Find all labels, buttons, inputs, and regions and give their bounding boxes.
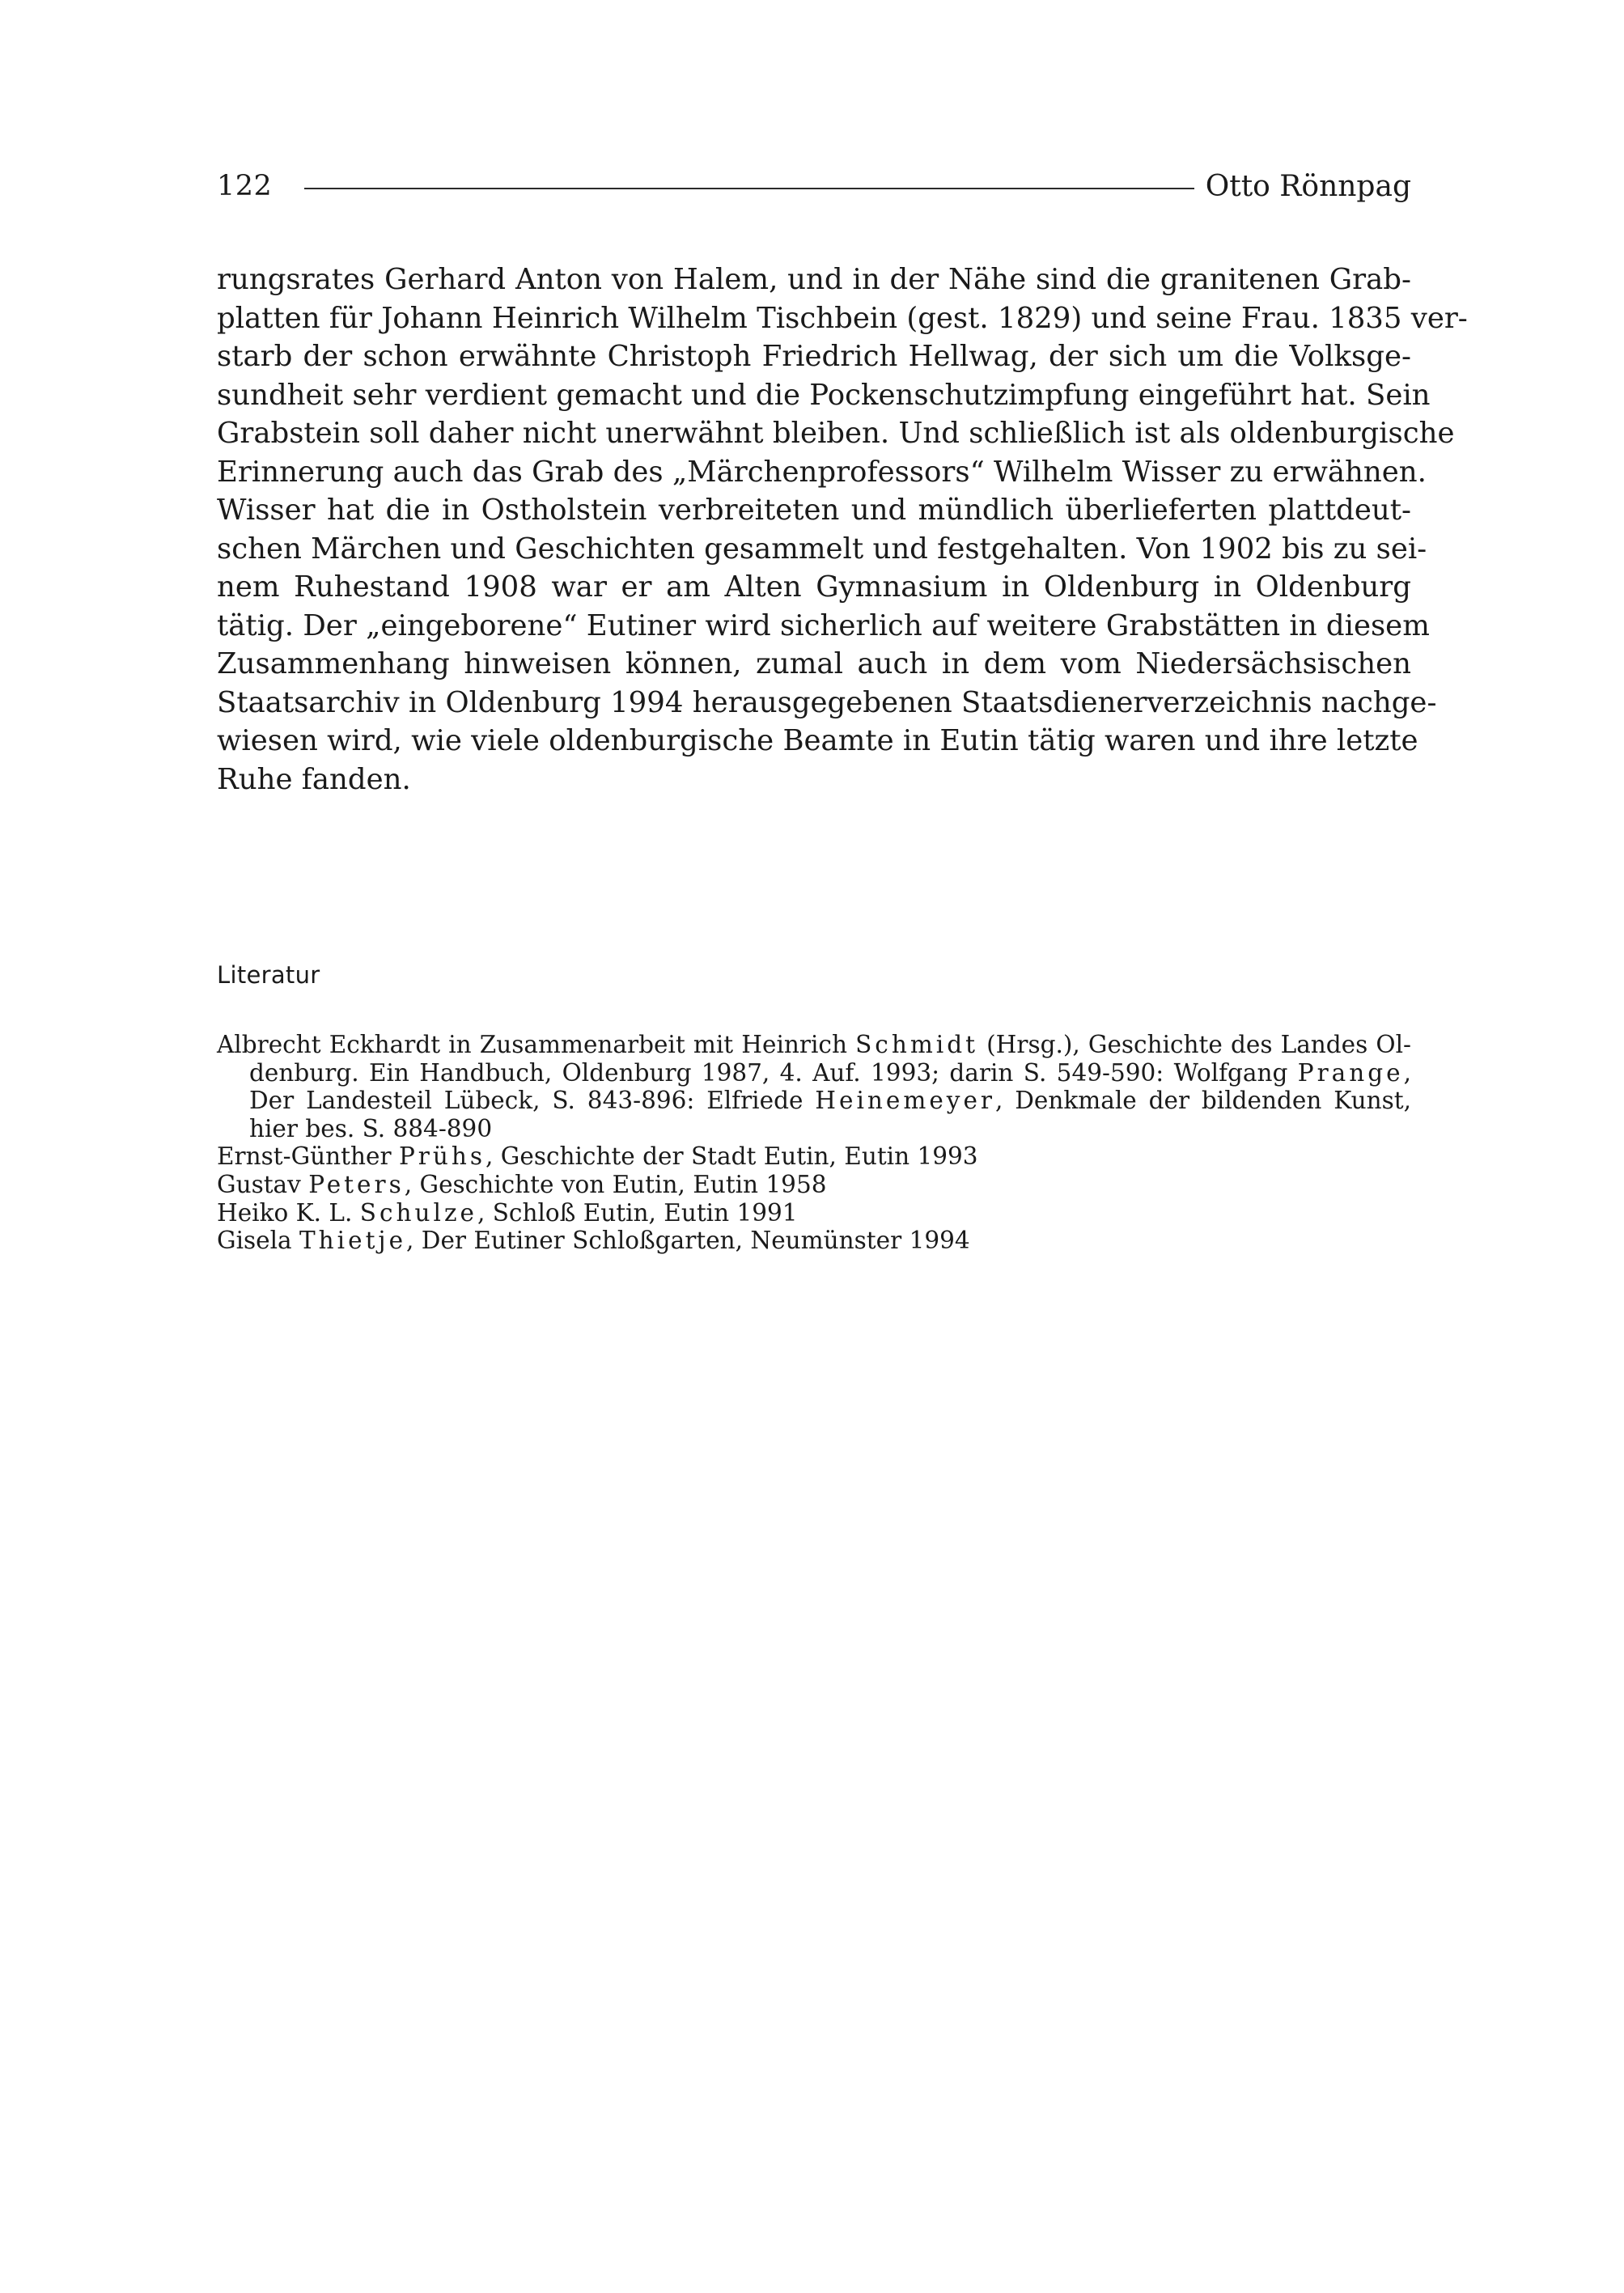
bib-text: Ernst-Günther [217,1142,399,1171]
body-line: nem Ruhestand 1908 war er am Alten Gymnasium in Oldenburg in Oldenburg [217,570,1411,604]
bib-text: (Hrsg.), Geschichte des Landes Ol- [977,1031,1411,1058]
body-line: platten für Johann Heinrich Wilhelm Tischbein (gest. 1829) und seine Frau. 1835 ver- [217,301,1468,335]
bib-text: , Der Eutiner Schloßgarten, Neumünster 1994 [406,1227,970,1255]
literature-heading: Literatur [217,961,320,989]
bibliography-line [217,1199,1411,1227]
bib-author-name: Prange [1297,1058,1404,1087]
bib-text: , [1403,1058,1411,1087]
bib-text: , Geschichte der Stadt Eutin, Eutin 1993 [486,1142,978,1171]
body-line: Ruhe fanden. [217,762,411,796]
bibliography-entry [217,1171,1411,1199]
body-line: wiesen wird, wie viele oldenburgische Beamte in Eutin tätig waren und ihre letzte [217,724,1418,757]
bib-text: Gisela [217,1227,299,1255]
body-paragraph [217,261,1468,799]
bib-text: Der Landesteil Lübeck, S. 843-896: Elfriede [249,1087,816,1115]
bib-author-name: Thietje [299,1227,407,1255]
body-line: sundheit sehr verdient gemacht und die Pockenschutzimpfung eingeführt hat. Sein [217,378,1431,412]
bibliography-line [217,1031,1411,1059]
bib-text: , Denkmale der bildenden Kunst, [995,1087,1411,1115]
page-number: 122 [217,170,273,202]
bib-text: Gustav [217,1170,309,1198]
running-header [217,168,1411,204]
bibliography-line [217,1142,1411,1171]
bibliography-entry [217,1031,1411,1142]
body-line: starb der schon erwähnte Christoph Friedrich Hellwag, der sich um die Volksge- [217,340,1411,373]
body-line: Zusammenhang hinweisen können, zumal auch in dem vom Niedersächsischen [217,647,1411,680]
bibliography-line [217,1227,1411,1255]
body-line: rungsrates Gerhard Anton von Halem, und in der Nähe sind die granitenen Grab- [217,263,1411,296]
bib-text: Heiko K. L. [217,1198,360,1227]
bib-text: , Geschichte von Eutin, Eutin 1958 [404,1170,827,1198]
header-rule [304,188,1194,189]
body-line: Wisser hat die in Ostholstein verbreiteten und mündlich überlieferten plattdeut- [217,494,1411,527]
bibliography-line [217,1087,1411,1115]
bibliography-entry [217,1142,1411,1171]
bib-text: hier bes. S. 884-890 [249,1114,493,1142]
bib-author-name: Heinemeyer [815,1087,996,1115]
body-line: tätig. Der „eingeborene“ Eutiner wird sicherlich auf weitere Grabstätten in diesem [217,608,1430,642]
bibliography-line [217,1171,1411,1199]
bib-text: , Schloß Eutin, Eutin 1991 [477,1198,798,1227]
bib-author-name: Prühs [398,1142,486,1171]
running-author: Otto Rönnpag [1205,169,1411,203]
bibliography-entry [217,1227,1411,1255]
bib-author-name: Peters [308,1170,405,1198]
body-line: Grabstein soll daher nicht unerwähnt bleiben. Und schließlich ist als oldenburgische [217,417,1455,450]
bib-text: Albrecht Eckhardt in Zusammenarbeit mit Heinrich [217,1031,856,1058]
bib-author-name: Schmidt [855,1031,978,1058]
bibliography-line [217,1059,1411,1087]
body-line: schen Märchen und Geschichten gesammelt und festgehalten. Von 1902 bis zu sei- [217,532,1427,566]
body-line: Staatsarchiv in Oldenburg 1994 herausgegebenen Staatsdienerverzeichnis nachge- [217,685,1437,719]
bibliography-list [217,1031,1411,1255]
bibliography-entry [217,1199,1411,1227]
bib-author-name: Schulze [359,1198,477,1227]
bibliography-line [217,1115,1411,1143]
bib-text: denburg. Ein Handbuch, Oldenburg 1987, 4. Auf. 1993; darin S. 549-590: Wolfgang [249,1058,1298,1087]
body-line: Erinnerung auch das Grab des „Märchenprofessors“ Wilhelm Wisser zu erwähnen. [217,455,1427,489]
